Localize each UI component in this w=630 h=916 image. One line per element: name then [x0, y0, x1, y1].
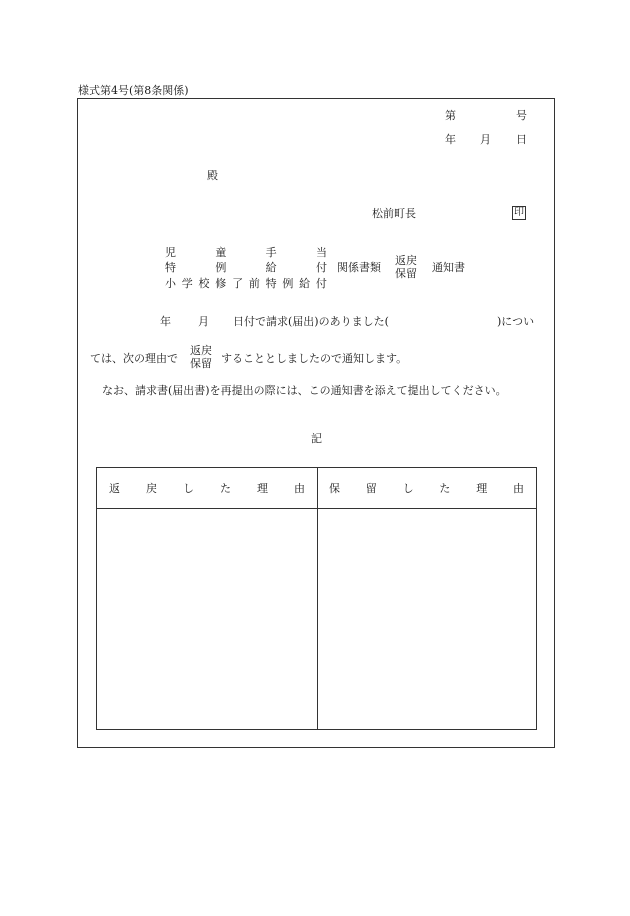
number-dai: 第	[445, 109, 456, 122]
number-go: 号	[516, 109, 527, 122]
header-char: 理	[476, 482, 488, 495]
title-char: 童	[215, 246, 227, 259]
date-month: 月	[480, 133, 491, 146]
issuer-name: 松前町長	[372, 207, 416, 220]
option-return: 返戻	[190, 344, 212, 357]
header-char: 留	[365, 482, 377, 495]
body-line1-text: 日付で請求(届出)のありました(	[233, 315, 389, 328]
title-char: 当	[315, 246, 327, 259]
title-row3	[165, 278, 327, 289]
form-label: 様式第4号(第8条関係)	[78, 84, 189, 97]
reason-table	[96, 467, 537, 730]
title-char: 校	[198, 277, 210, 290]
title-char: 特	[165, 261, 176, 274]
return-reason-cell[interactable]	[97, 509, 317, 729]
title-char: 手	[265, 246, 277, 259]
header-char: 保	[329, 482, 340, 495]
title-options	[395, 254, 417, 280]
title-char: 付	[315, 277, 327, 290]
title-char: 例	[215, 261, 227, 274]
body-month: 月	[198, 315, 209, 328]
header-char: し	[183, 482, 194, 495]
body-line1-end: )につい	[497, 315, 535, 328]
title-row1	[165, 247, 327, 258]
title-char: 給	[265, 261, 277, 274]
header-char: た	[439, 482, 451, 495]
date-year: 年	[445, 133, 456, 146]
title-char: 児	[165, 246, 176, 259]
title-char: 修	[215, 277, 227, 290]
title-notice: 通知書	[432, 261, 465, 274]
addressee-suffix: 殿	[207, 169, 218, 182]
body-line2-end: することとしましたので通知します。	[221, 352, 408, 365]
title-row2	[165, 262, 327, 273]
header-char: 由	[294, 482, 305, 495]
seal-mark: 印	[514, 207, 524, 218]
hold-reason-cell[interactable]	[318, 509, 536, 729]
title-char: 前	[248, 277, 260, 290]
title-char: 小	[165, 277, 176, 290]
option-return: 返戻	[395, 254, 417, 267]
ki-heading: 記	[311, 432, 322, 445]
header-char: 返	[109, 482, 120, 495]
option-hold: 保留	[190, 357, 212, 371]
body-line2-options	[190, 344, 212, 370]
body-line2-start: ては、次の理由で	[90, 352, 178, 365]
date-day: 日	[516, 133, 527, 146]
hold-reason-header	[317, 468, 536, 509]
header-char: 理	[257, 482, 268, 495]
header-char: し	[402, 482, 414, 495]
header-char: 由	[512, 482, 524, 495]
header-char: た	[220, 482, 231, 495]
title-char: 了	[232, 277, 244, 290]
body-line3: なお、請求書(届出書)を再提出の際には、この通知書を添えて提出してください。	[102, 384, 507, 397]
return-reason-header	[97, 468, 317, 509]
title-char: 特	[265, 277, 277, 290]
title-char: 付	[315, 261, 327, 274]
title-related-docs: 関係書類	[337, 261, 381, 274]
header-char: 戻	[146, 482, 157, 495]
title-char: 例	[282, 277, 294, 290]
option-hold: 保留	[395, 267, 417, 281]
title-char: 給	[299, 277, 311, 290]
title-char: 学	[181, 277, 193, 290]
body-year: 年	[160, 315, 171, 328]
